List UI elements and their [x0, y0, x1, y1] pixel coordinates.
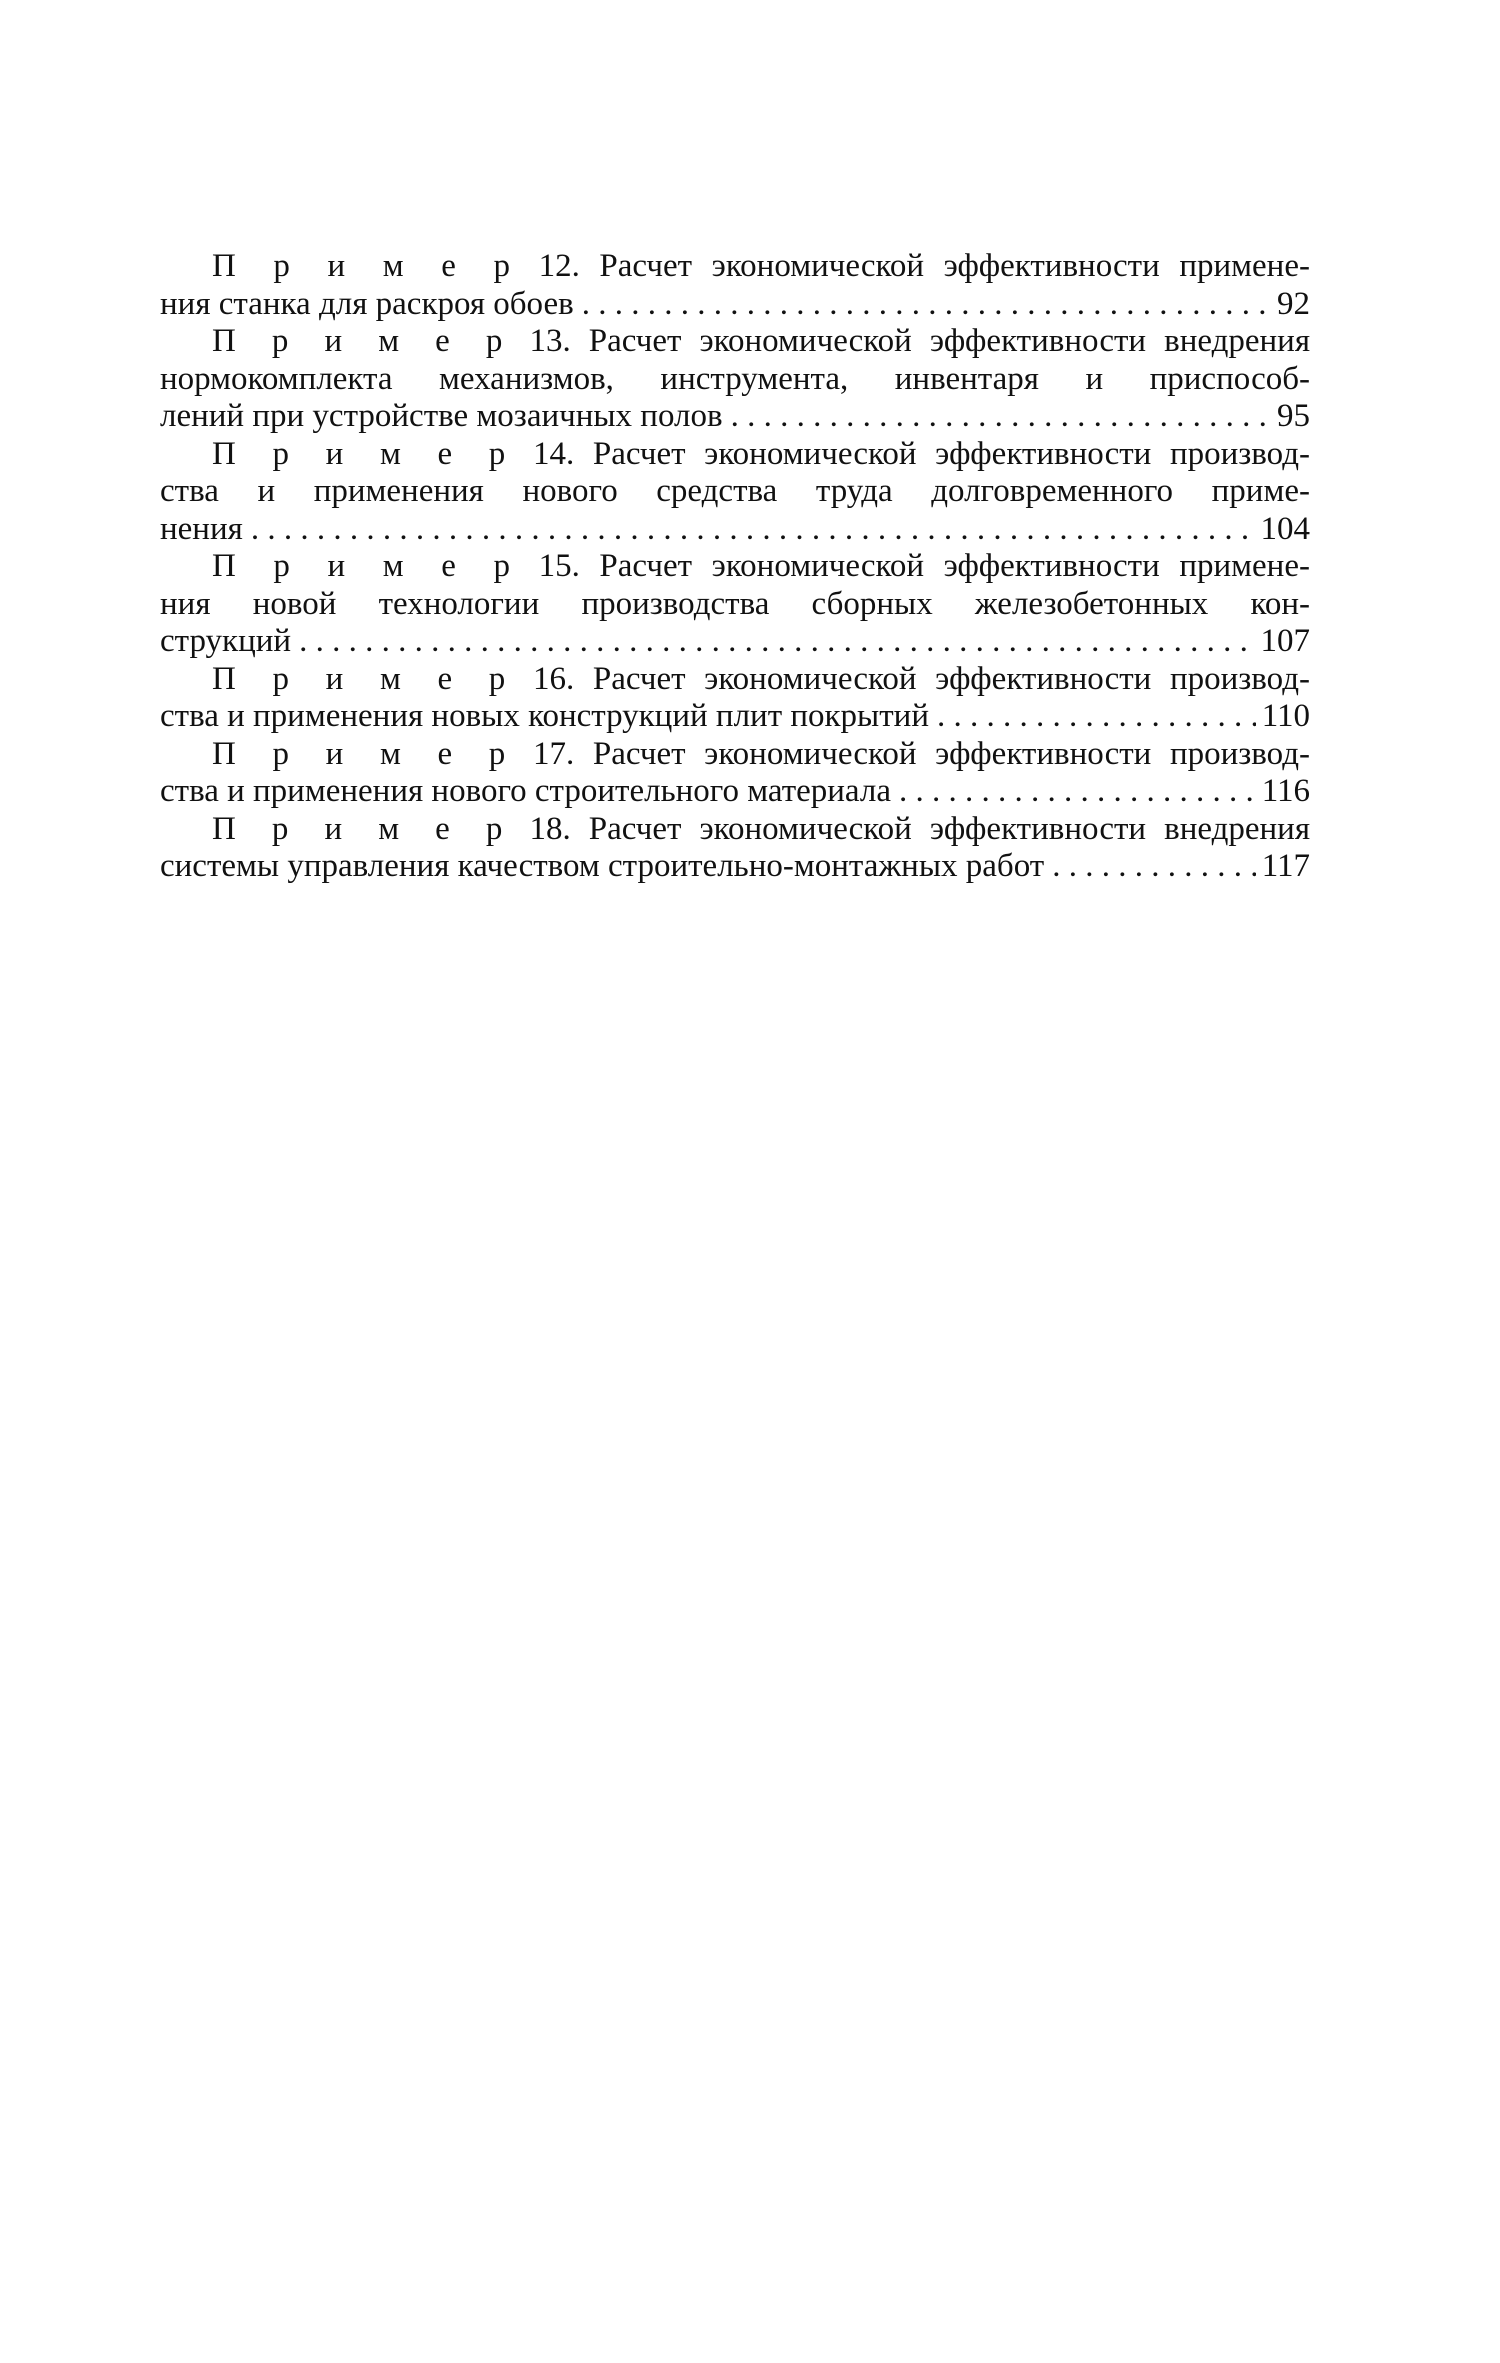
toc-entry-text: системы управления качеством строительно-монтажных работ — [160, 848, 1045, 884]
toc-entry-heading — [212, 323, 1310, 361]
toc-entry-line — [160, 361, 1310, 399]
toc-entry-text: Расчет экономической эффективности внедрения — [588, 810, 1311, 847]
toc-entry-label: П р и м е р — [212, 660, 515, 697]
toc-entry-heading-line — [160, 436, 1310, 474]
toc-page-number: 104 — [1260, 510, 1310, 547]
toc-entry[interactable] — [160, 248, 1310, 323]
toc-entry-text: нения — [160, 510, 243, 547]
toc-entry[interactable] — [160, 736, 1310, 811]
toc-entry-label: П р и м е р — [212, 248, 519, 284]
toc-entry[interactable] — [160, 661, 1310, 736]
toc-entry[interactable] — [160, 323, 1310, 436]
toc-entry-text: ства и применения нового средства труда долговременного приме- — [160, 473, 1310, 509]
toc-entry-line — [160, 473, 1310, 511]
toc-entry-number: 13. — [529, 323, 571, 359]
toc-entry-heading-line — [160, 248, 1310, 286]
dot-leader — [1052, 848, 1256, 886]
toc-page-number: 95 — [1277, 398, 1310, 434]
toc-entry-last-line — [160, 698, 1310, 736]
toc-entry-label: П р и м е р — [212, 810, 512, 847]
toc-entry-text: ния новой технологии производства сборных железобетонных кон- — [160, 585, 1310, 622]
toc-entry-number: 18. — [529, 810, 571, 847]
toc-entry-text: ства и применения новых конструкций плит покрытий — [160, 698, 929, 734]
toc-entry-heading — [212, 248, 1310, 286]
toc-entry-heading — [212, 736, 1310, 774]
dot-leader — [731, 398, 1270, 436]
toc-entry-line — [160, 586, 1310, 624]
toc-entry-last-line — [160, 286, 1310, 324]
dot-leader — [937, 698, 1256, 736]
toc-entry-heading-line — [160, 548, 1310, 586]
toc-entry-text: нормокомплекта механизмов, инструмента, инвентаря и приспособ- — [160, 360, 1310, 397]
toc-entry-text: струкций — [160, 623, 292, 659]
toc-entry[interactable] — [160, 811, 1310, 886]
toc-entry-last-line — [160, 623, 1310, 661]
dot-leader — [899, 773, 1256, 811]
toc-entry-heading — [212, 548, 1310, 586]
toc-entry-heading — [212, 661, 1310, 699]
toc-entry-last-line — [160, 773, 1310, 811]
toc-entry-number: 15. — [538, 548, 580, 584]
toc-entry-text: Расчет экономической эффективности производ- — [592, 660, 1310, 697]
toc-entry-text: лений при устройстве мозаичных полов — [160, 398, 723, 434]
toc-entry-text: Расчет экономической эффективности примене- — [599, 548, 1310, 584]
toc-entry-label: П р и м е р — [212, 435, 515, 472]
toc-entry-number: 16. — [532, 660, 575, 697]
toc-entry-heading-line — [160, 323, 1310, 361]
toc-entry-text: ства и применения нового строительного материала — [160, 773, 891, 809]
toc-entry[interactable] — [160, 436, 1310, 549]
toc-entry-last-line — [160, 398, 1310, 436]
toc-entry-heading — [212, 436, 1310, 474]
toc-entry-label: П р и м е р — [212, 323, 512, 359]
toc-entry-text: Расчет экономической эффективности производ- — [592, 735, 1310, 772]
toc-entry-number: 12. — [538, 248, 580, 284]
toc-entry-heading-line — [160, 661, 1310, 699]
toc-entry-heading — [212, 811, 1310, 849]
table-of-contents — [160, 248, 1310, 886]
toc-entry-last-line — [160, 511, 1310, 549]
toc-entry[interactable] — [160, 548, 1310, 661]
toc-entry-number: 17. — [532, 735, 575, 772]
toc-entry-label: П р и м е р — [212, 735, 515, 772]
toc-page-number: 117 — [1261, 848, 1310, 884]
toc-entry-text: ния станка для раскроя обоев — [160, 285, 574, 322]
toc-entry-heading-line — [160, 811, 1310, 849]
toc-page-number: 110 — [1261, 698, 1310, 734]
toc-entry-heading-line — [160, 736, 1310, 774]
dot-leader — [582, 286, 1270, 324]
toc-page-number: 92 — [1277, 285, 1310, 322]
dot-leader — [251, 511, 1255, 549]
toc-entry-text: Расчет экономической эффективности внедрения — [588, 323, 1311, 359]
toc-page-number: 107 — [1260, 623, 1310, 659]
toc-entry-number: 14. — [532, 435, 575, 472]
toc-entry-last-line — [160, 848, 1310, 886]
dot-leader — [299, 623, 1254, 661]
toc-entry-label: П р и м е р — [212, 548, 519, 584]
toc-entry-text: Расчет экономической эффективности производ- — [592, 435, 1310, 472]
toc-page-number: 116 — [1261, 773, 1310, 809]
toc-entry-text: Расчет экономической эффективности примене- — [599, 248, 1310, 284]
